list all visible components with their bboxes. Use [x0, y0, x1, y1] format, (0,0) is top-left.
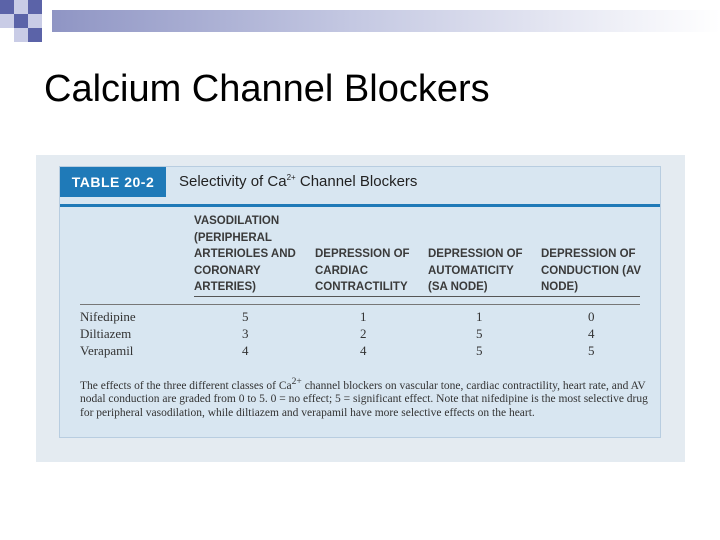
table-cell: 4 [242, 343, 249, 358]
table-panel [59, 166, 661, 438]
column-header-automaticity: DEPRESSION OF AUTOMATICITY (SA NODE) [428, 248, 523, 293]
table-cell: 0 [588, 309, 595, 324]
decor-square-4 [0, 14, 14, 28]
table-cell: 1 [360, 309, 367, 324]
table-cell: 3 [242, 326, 249, 341]
table-cell: 4 [588, 326, 595, 341]
column-header-conduction: DEPRESSION OF CONDUCTION (AV NODE) [541, 248, 642, 293]
table-number-label: TABLE 20-2 [60, 167, 166, 197]
decor-square-5 [14, 14, 28, 28]
decor-square-6 [28, 14, 42, 28]
table-footnote: The effects of the three different classes of $Ca^{2+}$ channel blockers on vascular tone, cardiac contractility, heart rate, and AV nodal conduction are graded from 0 to 5. 0 = no effect; 5 = significant effect. Note that nifedipine is the most selective drug for peripheral vasodilation, while diltiazem and verapamil have more selective effects on the heart. [80, 376, 648, 419]
table-cell: 4 [360, 343, 367, 358]
header-rule [60, 204, 660, 207]
column-header-contractility: DEPRESSION OF CARDIAC CONTRACTILITY [315, 248, 410, 293]
decor-square-7 [14, 28, 28, 42]
column-header-rule [194, 296, 640, 297]
table-cell: 1 [476, 309, 483, 324]
decor-square-8 [28, 28, 42, 42]
table-cell: 5 [476, 343, 483, 358]
table-cell: 5 [242, 309, 249, 324]
table-cell: 5 [588, 343, 595, 358]
decor-square-2 [14, 0, 28, 14]
scanned-table-image [36, 155, 685, 462]
decor-square-1 [0, 0, 14, 14]
decor-square-3 [28, 0, 42, 14]
table-cell: 5 [476, 326, 483, 341]
table-body-rule [80, 304, 640, 305]
drug-name: Nifedipine [80, 309, 136, 324]
slide-title: Calcium Channel Blockers [44, 68, 490, 110]
drug-name: Diltiazem [80, 326, 132, 341]
table-caption: Selectivity of $Ca^{2+}$ Channel Blockers [179, 173, 418, 190]
drug-name: Verapamil [80, 343, 134, 358]
column-header-vasodilation: VASODILATION (PERIPHERAL ARTERIOLES AND CORONARY ARTERIES) [194, 215, 296, 293]
header-band [52, 10, 720, 32]
table-cell: 2 [360, 326, 367, 341]
